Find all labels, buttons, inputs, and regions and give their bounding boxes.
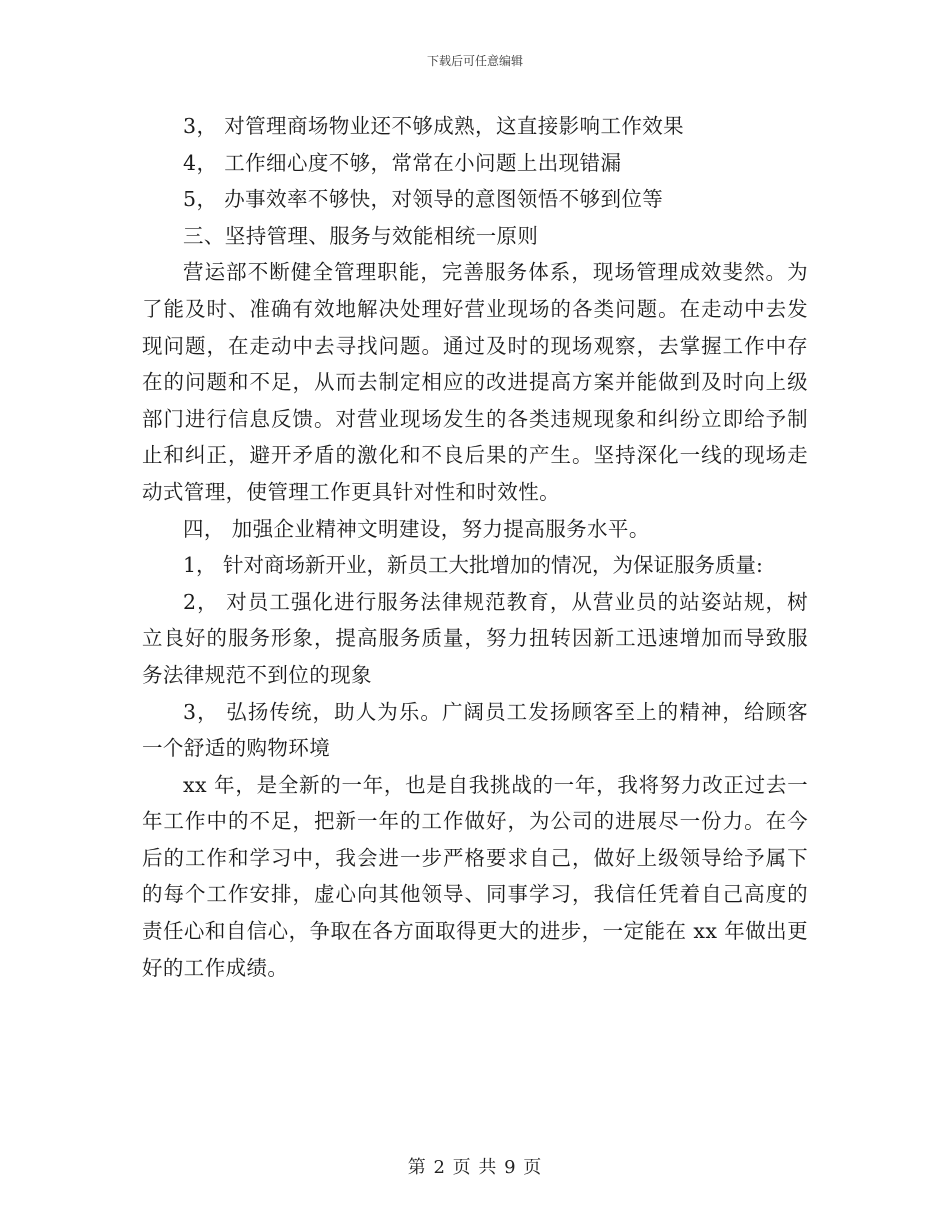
header-note: 下载后可任意编辑 [426,54,523,68]
list-item-5-efficiency: 5， 办事效率不够快，对领导的意图领悟不够到位等 [183,187,664,212]
paragraph-operations: 营运部不断健全管理职能，完善服务体系，现场管理成效斐然。为了能及时、准确有效地解决处理好营业现场的各类问题。在走动中去发现问题，在走动中去寻找问题。通过及时的现场观察，去掌握工作中存在的问题和不足，从而去制定相应的改进提高方案并能做到及时向上级部门进行信息反馈。对营业现场发生的各类违规现象和纠纷立即给予制止和纠正，避开矛盾的激化和不良后果的产生。坚持深化一线的现场走动式管理，使管理工作更具针对性和时效性。 [142,260,808,504]
section-heading-3: 三、坚持管理、服务与效能相统一原则 [183,223,539,248]
list-item-1-new-opening: 1， 针对商场新开业，新员工大批增加的情况，为保证服务质量: [183,553,763,578]
list-item-3-tradition: 3， 弘扬传统，助人为乐。广阔员工发扬顾客至上的精神，给顾客一个舒适的购物环境 [142,699,808,761]
list-item-2-training: 2， 对员工强化进行服务法律规范教育，从营业员的站姿站规，树立良好的服务形象，提高服务质量，努力扭转因新工迅速增加而导致服务法律规范不到位的现象 [142,589,808,687]
section-heading-4: 四， 加强企业精神文明建设，努力提高服务水平。 [183,516,650,541]
body-text [142,108,808,986]
paragraph-conclusion: xx 年，是全新的一年，也是自我挑战的一年，我将努力改正过去一年工作中的不足，把新一年的工作做好，为公司的进展尽一份力。在今后的工作和学习中，我会进一步严格要求自己，做好上级领导给予属下的每个工作安排，虚心向其他领导、同事学习，我信任凭着自己高度的责任心和自信心，争取在各方面取得更大的进步，一定能在 xx 年做出更好的工作成绩。 [142,772,808,980]
page-number: 第 2 页 共 9 页 [407,1157,543,1178]
list-item-4-carefulness: 4， 工作细心度不够，常常在小问题上出现错漏 [183,150,622,175]
list-item-3-property: 3， 对管理商场物业还不够成熟，这直接影响工作效果 [183,114,685,138]
